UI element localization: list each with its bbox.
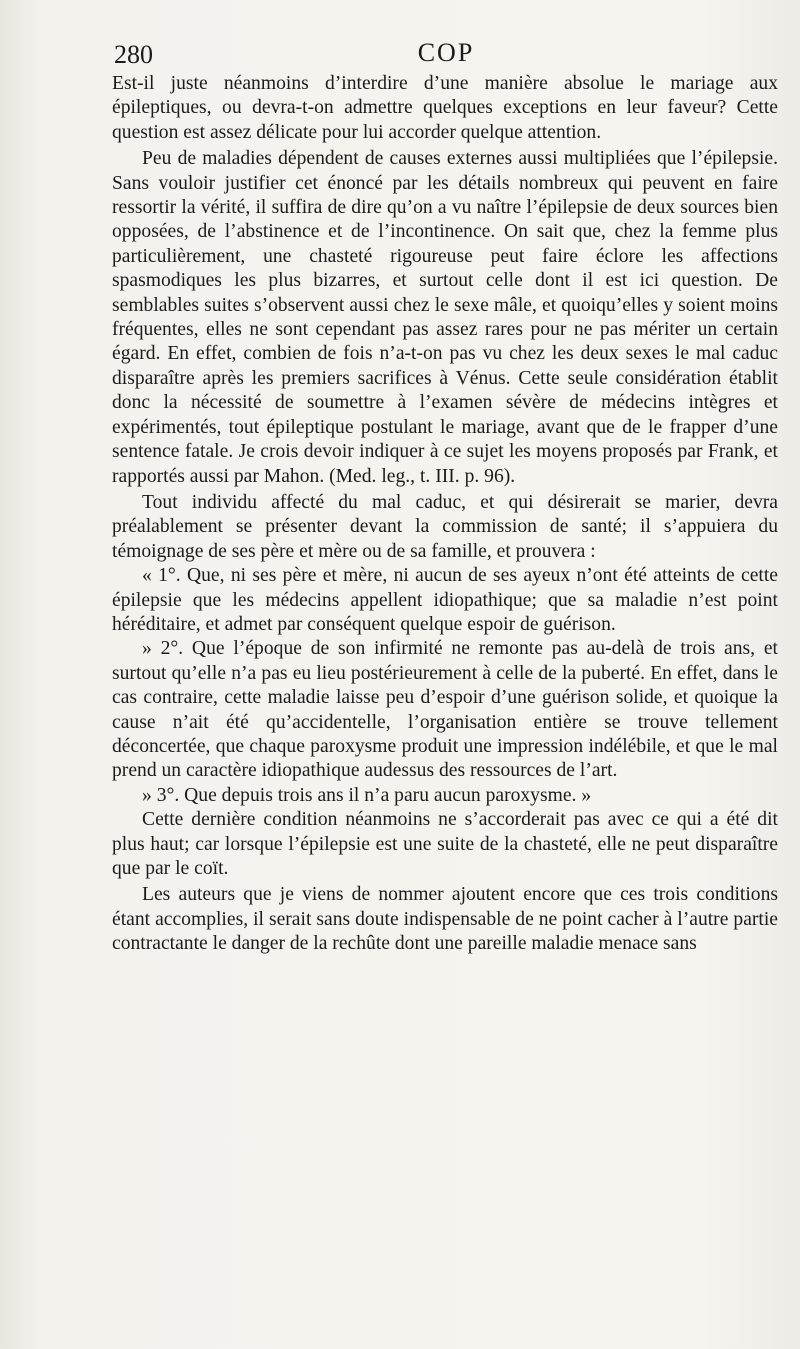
paragraph: Cette dernière condition néanmoins ne s’accorderait pas avec ce qui a été dit plus haut; car lorsque l’épilepsie est une suite de la chasteté, elle ne peut disparaître que par le coït. (112, 809, 778, 879)
body-text (112, 72, 778, 957)
page-header (114, 38, 778, 72)
page-number: 280 (114, 40, 153, 69)
running-head: COP (417, 38, 475, 67)
paragraph: Les auteurs que je viens de nommer ajoutent encore que ces trois conditions étant accomplies, il serait sans doute indispensable de ne point cacher à l’autre partie contractante le danger de la rechûte dont une pareille maladie menace sans (112, 884, 778, 955)
paragraph: Peu de maladies dépendent de causes externes aussi multipliées que l’épilepsie. Sans vouloir justifier cet énoncé par les détails nombreux qui peuvent en faire ressortir la vérité, il suffira de dire qu’on a vu naître l’épilepsie de deux sources bien opposées, de l’abstinence et de l’incontinence. On sait que, chez la femme plus particulièrement, une chasteté rigoureuse peut faire éclore les affections spasmodiques les plus bizarres, et surtout celle dont il est ici question. De semblables suites s’observent aussi chez le sexe mâle, et quoiqu’elles y soient moins fréquentes, elles ne sont cependant pas assez rares pour ne pas mériter un certain égard. En effet, combien de fois n’a-t-on pas vu chez les deux sexes le mal caduc disparaître après les premiers sacrifices à Vénus. Cette seule considération établit donc la nécessité de soumettre à l’examen sévère de médecins intègres et expérimentés, tout épileptique postulant le mariage, avant que de le frapper d’une sentence fatale. Je crois devoir indiquer à ce sujet les moyens proposés par Frank, et rapportés aussi par Mahon. (Med. leg., t. III. p. 96). (112, 148, 778, 487)
paragraph: Tout individu affecté du mal caduc, et qui désirerait se marier, devra préalablement se présenter devant la commission de santé; il s’appuiera du témoignage de ses père et mère ou de sa famille, et prouvera : (112, 491, 778, 562)
paragraph: Est-il juste néanmoins d’interdire d’une manière absolue le mariage aux épileptiques, ou devra-t-on admettre quelques exceptions en leur faveur? Cette question est assez délicate pour lui accorder quelque attention. (112, 73, 778, 143)
paragraph: » 2°. Que l’époque de son infirmité ne remonte pas au-delà de trois ans, et surtout qu’elle n’a pas eu lieu postérieurement à celle de la puberté. En effet, dans le cas contraire, cette maladie laisse peu d’espoir d’une guérison solide, et quoique la cause n’ait été qu’accidentelle, l’organisation entière se trouve tellement déconcertée, que chaque paroxysme produit une impression indélébile, et que le mal prend un caractère idiopathique audessus des ressources de l’art. (112, 638, 778, 782)
paragraph: » 3°. Que depuis trois ans il n’a paru aucun paroxysme. » (142, 784, 592, 806)
paragraph: « 1°. Que, ni ses père et mère, ni aucun de ses ayeux n’ont été atteints de cette épilepsie que les médecins appellent idiopathique; que sa maladie n’est point héréditaire, et admet par conséquent quelque espoir de guérison. (112, 565, 778, 635)
